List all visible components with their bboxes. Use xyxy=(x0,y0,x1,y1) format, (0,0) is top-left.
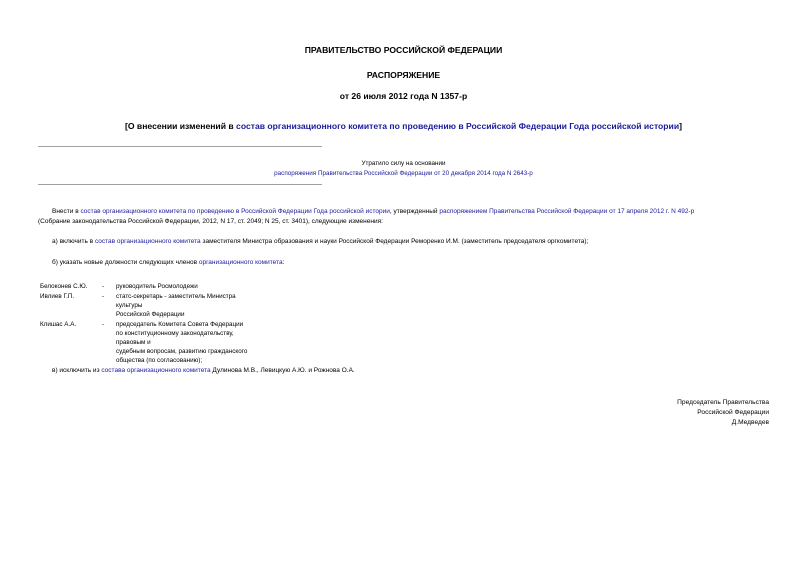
member-role: статс-секретарь - заместитель Министра культуры Российской Федерации xyxy=(116,293,236,319)
member-row xyxy=(0,320,300,366)
intro-link-order[interactable]: распоряжением Правительства Российской Федерации от 17 апреля 2012 г. N 492-р xyxy=(439,208,695,215)
item-a-prefix: а) включить в xyxy=(52,238,95,245)
intro-paragraph-line2: (Собрание законодательства Российской Федерации, 2012, N 17, ст. 2049; N 25, ст. 3401), следующие изменения: xyxy=(38,218,383,225)
item-b xyxy=(52,258,284,268)
member-role: руководитель Росмолодежи xyxy=(116,283,198,290)
status-divider-bottom xyxy=(38,184,322,185)
member-row xyxy=(0,292,300,322)
member-row xyxy=(0,282,300,292)
item-b-link[interactable]: организационного комитета xyxy=(198,259,283,266)
member-name: Белоконев С.Ю. xyxy=(40,283,88,290)
signature-name: Д.Медведев xyxy=(731,419,769,426)
intro-prefix: Внести в xyxy=(52,208,81,215)
intro-link-committee[interactable]: состав организационного комитета по проведению в Российской Федерации Года российской истории xyxy=(80,208,390,215)
status-note-link[interactable]: распоряжения Правительства Российской Федерации от 20 декабря 2014 года N 2643-р xyxy=(274,170,533,177)
status-note-line: Утратило силу на основании xyxy=(361,160,446,167)
intro-paragraph-line1 xyxy=(52,207,694,217)
document-title xyxy=(0,121,807,131)
member-name: Клишас А.А. xyxy=(40,321,77,328)
item-a-suffix: заместителя Министра образования и науки Российской Федерации Реморенко И.М. (заместитель председателя оргкомитета); xyxy=(200,238,589,245)
item-a xyxy=(52,237,588,247)
item-c-suffix: Дулинова М.В., Левицкую А.Ю. и Рожнова О.А. xyxy=(210,367,355,374)
signature-position: Председатель Правительства xyxy=(677,399,769,406)
member-name: Ивлиев Г.П. xyxy=(40,293,75,300)
item-a-link[interactable]: состав организационного комитета xyxy=(94,238,201,245)
issuing-authority: ПРАВИТЕЛЬСТВО РОССИЙСКОЙ ФЕДЕРАЦИИ xyxy=(304,45,503,55)
item-c-prefix: в) исключить из xyxy=(52,367,102,374)
member-role: председатель Комитета Совета Федерации по конституционному законодательству, правовым и судебным вопросам, развитию гражданского общества (по согласованию); xyxy=(116,321,248,365)
item-b-prefix: б) указать новые должности следующих членов xyxy=(52,259,199,266)
signature-government: Российской Федерации xyxy=(697,409,769,416)
status-divider-top xyxy=(38,146,322,147)
intro-mid: , утвержденный xyxy=(389,208,440,215)
title-open: [О внесении изменений в xyxy=(125,121,237,131)
member-dash: - xyxy=(102,293,105,300)
document-date-number: от 26 июля 2012 года N 1357-р xyxy=(339,91,468,101)
title-link[interactable]: состав организационного комитета по проведению в Российской Федерации Года российской истории xyxy=(236,121,680,131)
member-dash: - xyxy=(102,283,105,290)
item-b-suffix: : xyxy=(282,259,285,266)
title-close: ] xyxy=(679,121,682,131)
item-c-link[interactable]: состава организационного комитета xyxy=(101,367,211,374)
document-type: РАСПОРЯЖЕНИЕ xyxy=(366,70,441,80)
member-dash: - xyxy=(102,321,105,328)
status-note-link-line xyxy=(0,169,807,178)
item-c xyxy=(52,366,355,376)
